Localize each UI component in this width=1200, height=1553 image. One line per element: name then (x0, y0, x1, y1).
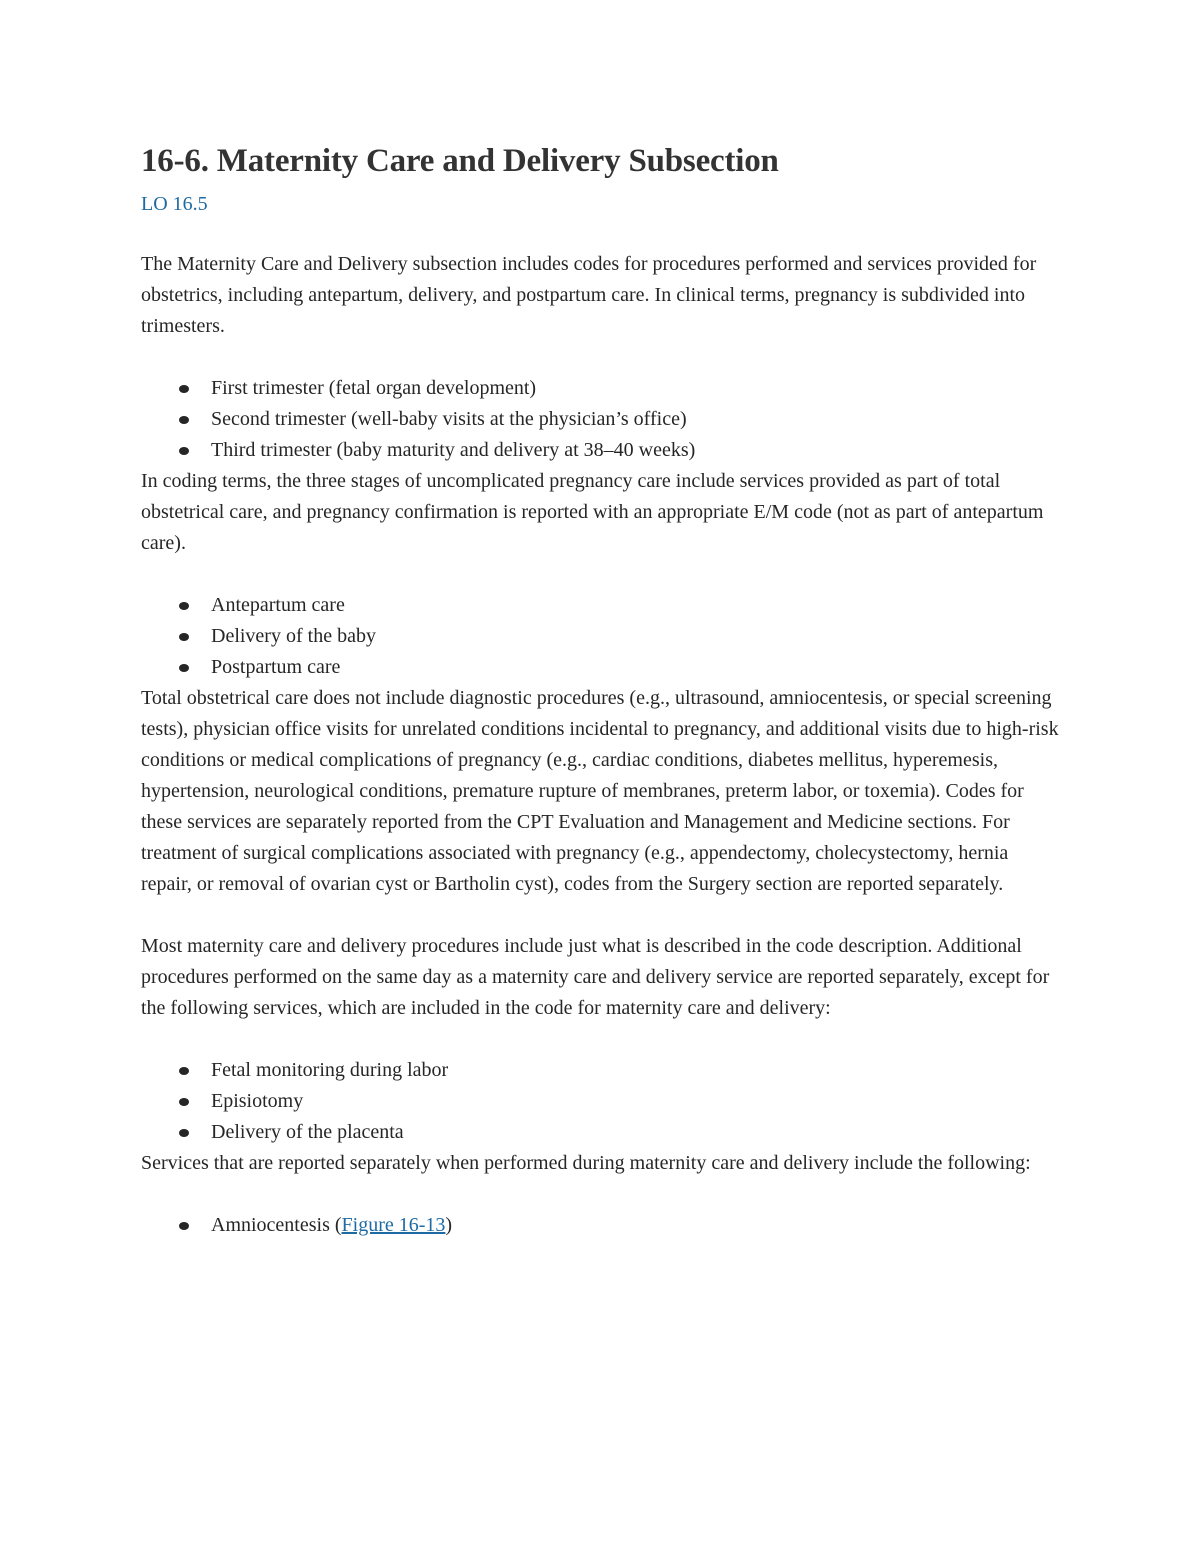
list-item: Delivery of the placenta (141, 1117, 1061, 1148)
list-item: Episiotomy (141, 1086, 1061, 1117)
procedures-paragraph: Most maternity care and delivery procedures include just what is described in the code description. Additional procedures performed on the same day as a maternity care and delivery service are reported separately, except for the following services, which are included in the code for maternity care and delivery: (141, 935, 1050, 1019)
list-item: Second trimester (well-baby visits at the physician’s office) (141, 404, 1061, 435)
trimester-list (141, 373, 1061, 466)
intro-paragraph: The Maternity Care and Delivery subsection includes codes for procedures performed and services provided for obstetrics, including antepartum, delivery, and postpartum care. In clinical terms, pregnancy is subdivided into trimesters. (141, 253, 1037, 337)
learning-objective: LO 16.5 (141, 193, 208, 215)
list-item: Antepartum care (141, 590, 1061, 621)
coding-terms-paragraph: In coding terms, the three stages of uncomplicated pregnancy care include services provided as part of total obstetrical care, and pregnancy confirmation is reported with an appropriate E/M code (not as part of antepartum care). (141, 470, 1044, 554)
stages-list (141, 590, 1061, 683)
document-page (141, 138, 1061, 1241)
list-item: Fetal monitoring during labor (141, 1055, 1061, 1086)
list-item: Third trimester (baby maturity and delivery at 38–40 weeks) (141, 435, 1061, 466)
list-item: Delivery of the baby (141, 621, 1061, 652)
list-item-suffix: ) (445, 1214, 453, 1236)
separate-services-list (141, 1210, 1061, 1241)
list-item: Postpartum care (141, 652, 1061, 683)
list-item-text: Amniocentesis ( (211, 1214, 342, 1236)
list-item: First trimester (fetal organ development) (141, 373, 1061, 404)
total-care-paragraph: Total obstetrical care does not include diagnostic procedures (e.g., ultrasound, amniocentesis, or special screening tests), physician office visits for unrelated conditions incidental to pregnancy, and additional visits due to high-risk conditions or medical complications of pregnancy (e.g., cardiac conditions, diabetes mellitus, hyperemesis, hypertension, neurological conditions, premature rupture of membranes, preterm labor, or toxemia). Codes for these services are separately reported from the CPT Evaluation and Management and Medicine sections. For treatment of surgical complications associated with pregnancy (e.g., appendectomy, cholecystectomy, hernia repair, or removal of ovarian cyst or Bartholin cyst), codes from the Surgery section are reported separately. (141, 687, 1059, 895)
separate-services-paragraph: Services that are reported separately when performed during maternity care and delivery include the following: (141, 1152, 1031, 1174)
list-item (141, 1210, 1061, 1241)
figure-link[interactable]: Figure 16-13 (341, 1214, 446, 1236)
included-services-list (141, 1055, 1061, 1148)
page-title: 16-6. Maternity Care and Delivery Subsection (141, 143, 779, 179)
